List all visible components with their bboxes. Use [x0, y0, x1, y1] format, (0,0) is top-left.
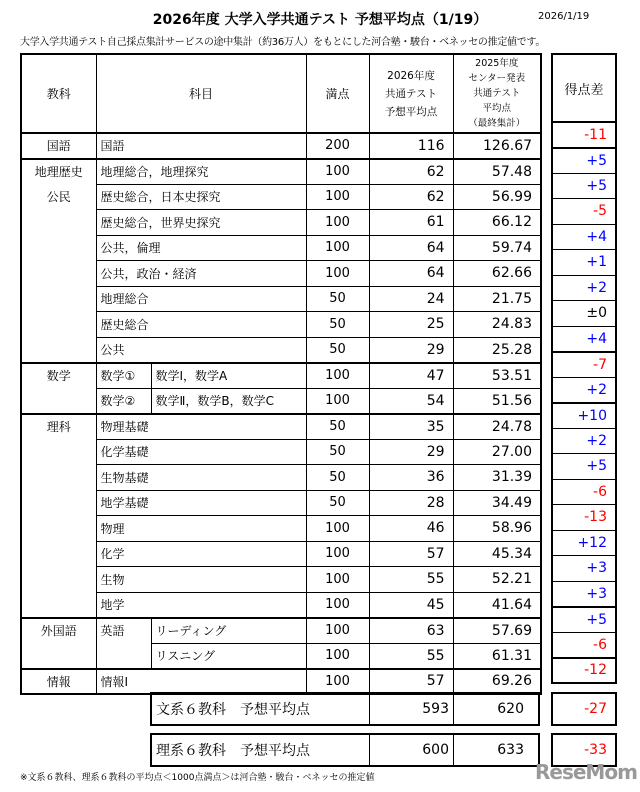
- subtitle: 大学入学共通テスト自己採点集計サービスの途中集計（約36万人）をもとにした河合塾・駿台・ベネッセの推定値です。: [20, 37, 546, 48]
- predicted-average-cell: 116: [369, 133, 453, 159]
- diff-row: [552, 148, 616, 174]
- predicted-average-cell: 55: [369, 567, 453, 593]
- header-max: 満点: [306, 54, 369, 133]
- predicted-average-cell: 47: [369, 363, 453, 389]
- header-diff: 得点差: [552, 54, 616, 122]
- header-pred: 2026年度 共通テスト 予想平均点: [369, 54, 453, 133]
- max-score-cell: 50: [306, 337, 369, 363]
- diff-row: [552, 122, 616, 148]
- table-row: [21, 133, 541, 159]
- subject-cell: 地理総合: [96, 286, 306, 312]
- total-row-humanities: [150, 692, 540, 726]
- diff-row: [552, 377, 616, 403]
- header-subject-group: 教科: [21, 54, 96, 133]
- sub-subject-cell: リスニング: [151, 643, 306, 669]
- score-diff-cell: -7: [552, 352, 616, 378]
- total-prev: 633: [497, 742, 524, 758]
- subject-group-cell: [21, 567, 96, 593]
- subject-cell: 英語: [96, 618, 151, 644]
- total-pred: 600: [370, 735, 454, 765]
- table-row: [21, 516, 541, 542]
- diff-row: [552, 199, 616, 225]
- table-row: [21, 490, 541, 516]
- subject-cell: 国語: [96, 133, 306, 159]
- diff-row: [552, 530, 616, 556]
- predicted-average-cell: 62: [369, 159, 453, 185]
- table-row: [21, 184, 541, 210]
- predicted-average-cell: 64: [369, 235, 453, 261]
- previous-average-cell: 61.31: [453, 643, 541, 669]
- previous-average-cell: 126.67: [453, 133, 541, 159]
- previous-average-cell: 21.75: [453, 286, 541, 312]
- subject-cell: 化学: [96, 541, 306, 567]
- footnote: ※文系６教科、理系６教科の平均点＜1000点満点＞は河合塾・駿台・ベネッセの推定値: [20, 773, 375, 783]
- previous-average-cell: 59.74: [453, 235, 541, 261]
- previous-average-cell: 24.78: [453, 414, 541, 440]
- table-row: [21, 312, 541, 338]
- score-diff-cell: +4: [552, 224, 616, 250]
- predicted-average-cell: 63: [369, 618, 453, 644]
- subject-group-cell: [21, 286, 96, 312]
- subject-cell: 生物: [96, 567, 306, 593]
- max-score-cell: 50: [306, 490, 369, 516]
- predicted-average-cell: 61: [369, 210, 453, 236]
- subject-cell: 情報Ⅰ: [96, 669, 306, 695]
- predicted-average-cell: 29: [369, 337, 453, 363]
- diff-row: [552, 301, 616, 327]
- predicted-average-cell: 24: [369, 286, 453, 312]
- predicted-average-cell: 35: [369, 414, 453, 440]
- subject-group-cell: [21, 516, 96, 542]
- subject-cell: [96, 643, 151, 669]
- diff-row: [552, 607, 616, 633]
- score-diff-cell: -6: [552, 479, 616, 505]
- max-score-cell: 100: [306, 159, 369, 185]
- subject-cell: 公共，政治・経済: [96, 261, 306, 287]
- score-diff-cell: +10: [552, 403, 616, 429]
- predicted-average-cell: 25: [369, 312, 453, 338]
- subject-cell: 歴史総合，日本史探究: [96, 184, 306, 210]
- table-row: [21, 414, 541, 440]
- previous-average-cell: 41.64: [453, 592, 541, 618]
- diff-row: [552, 479, 616, 505]
- total-row-sciences: [150, 733, 540, 767]
- previous-average-cell: 66.12: [453, 210, 541, 236]
- max-score-cell: 100: [306, 516, 369, 542]
- subject-group-cell: [21, 388, 96, 414]
- max-score-cell: 50: [306, 414, 369, 440]
- diff-table: [551, 53, 617, 684]
- subject-cell: 生物基礎: [96, 465, 306, 491]
- max-score-cell: 50: [306, 312, 369, 338]
- predicted-average-cell: 57: [369, 541, 453, 567]
- previous-average-cell: 57.69: [453, 618, 541, 644]
- table-row: [21, 439, 541, 465]
- previous-average-cell: 57.48: [453, 159, 541, 185]
- score-diff-cell: +5: [552, 454, 616, 480]
- score-diff-cell: +2: [552, 377, 616, 403]
- diff-row: [552, 275, 616, 301]
- table-row: [21, 618, 541, 644]
- subject-group-cell: [21, 235, 96, 261]
- score-diff-cell: +12: [552, 530, 616, 556]
- table-row: [21, 159, 541, 185]
- previous-average-cell: 25.28: [453, 337, 541, 363]
- max-score-cell: 50: [306, 465, 369, 491]
- max-score-cell: 200: [306, 133, 369, 159]
- resemom-logo: ReseMom: [535, 760, 637, 784]
- header-subject: 科目: [96, 54, 306, 133]
- max-score-cell: 100: [306, 669, 369, 695]
- date: 2026/1/19: [538, 11, 590, 22]
- table-row: [21, 388, 541, 414]
- table-row: [21, 286, 541, 312]
- score-diff-cell: +5: [552, 173, 616, 199]
- subject-group-cell: 外国語: [21, 618, 96, 644]
- diff-row: [552, 326, 616, 352]
- predicted-average-cell: 54: [369, 388, 453, 414]
- max-score-cell: 100: [306, 592, 369, 618]
- previous-average-cell: 51.56: [453, 388, 541, 414]
- table-row: [21, 669, 541, 695]
- score-diff-cell: +3: [552, 581, 616, 607]
- subject-cell: 物理基礎: [96, 414, 306, 440]
- diff-row: [552, 505, 616, 531]
- total-label: 理系６教科 予想平均点: [152, 735, 370, 765]
- subject-cell: 化学基礎: [96, 439, 306, 465]
- max-score-cell: 100: [306, 388, 369, 414]
- table-row: [21, 592, 541, 618]
- score-diff-cell: +2: [552, 275, 616, 301]
- max-score-cell: 100: [306, 541, 369, 567]
- sub-subject-cell: 数学Ⅱ，数学B，数学C: [151, 388, 306, 414]
- previous-average-cell: 58.96: [453, 516, 541, 542]
- subject-cell: 歴史総合，世界史探究: [96, 210, 306, 236]
- subject-group-cell: [21, 541, 96, 567]
- header-prev: 2025年度 センター発表 共通テスト 平均点 （最終集計）: [453, 54, 541, 133]
- diff-row: [552, 632, 616, 658]
- total-diff-humanities: [551, 692, 617, 726]
- subject-cell: 物理: [96, 516, 306, 542]
- max-score-cell: 100: [306, 567, 369, 593]
- predicted-average-cell: 55: [369, 643, 453, 669]
- previous-average-cell: 27.00: [453, 439, 541, 465]
- subject-cell: 数学①: [96, 363, 151, 389]
- table-row: [21, 541, 541, 567]
- subject-group-cell: 理科: [21, 414, 96, 440]
- table-row: [21, 210, 541, 236]
- subject-group-cell: [21, 465, 96, 491]
- score-diff-cell: +5: [552, 148, 616, 174]
- subject-cell: 地学基礎: [96, 490, 306, 516]
- diff-row: [552, 224, 616, 250]
- diff-row: [552, 250, 616, 276]
- subject-group-cell: 情報: [21, 669, 96, 695]
- score-diff-cell: -13: [552, 505, 616, 531]
- diff-row: [552, 428, 616, 454]
- subject-group-cell: [21, 210, 96, 236]
- score-diff-cell: ±0: [552, 301, 616, 327]
- table-row: [21, 235, 541, 261]
- subject-group-cell: [21, 261, 96, 287]
- subject-cell: 地理総合，地理探究: [96, 159, 306, 185]
- predicted-average-cell: 62: [369, 184, 453, 210]
- subject-group-cell: [21, 312, 96, 338]
- max-score-cell: 100: [306, 618, 369, 644]
- subject-cell: 歴史総合: [96, 312, 306, 338]
- diff-row: [552, 658, 616, 684]
- subject-cell: 公共，倫理: [96, 235, 306, 261]
- table-row: [21, 261, 541, 287]
- subject-cell: 数学②: [96, 388, 151, 414]
- subject-group-cell: [21, 490, 96, 516]
- predicted-average-cell: 64: [369, 261, 453, 287]
- max-score-cell: 100: [306, 184, 369, 210]
- score-diff-cell: +3: [552, 556, 616, 582]
- max-score-cell: 100: [306, 643, 369, 669]
- previous-average-cell: 62.66: [453, 261, 541, 287]
- subject-cell: 公共: [96, 337, 306, 363]
- max-score-cell: 100: [306, 261, 369, 287]
- diff-row: [552, 173, 616, 199]
- predicted-average-cell: 57: [369, 669, 453, 695]
- score-diff-cell: -11: [552, 122, 616, 148]
- max-score-cell: 100: [306, 235, 369, 261]
- subject-group-cell: [21, 592, 96, 618]
- subject-group-cell: 数学: [21, 363, 96, 389]
- table-row: [21, 567, 541, 593]
- total-label: 文系６教科 予想平均点: [152, 694, 370, 724]
- subject-cell: 地学: [96, 592, 306, 618]
- score-diff-cell: -5: [552, 199, 616, 225]
- total-pred: 593: [370, 694, 454, 724]
- predicted-average-cell: 46: [369, 516, 453, 542]
- table-row: [21, 363, 541, 389]
- previous-average-cell: 24.83: [453, 312, 541, 338]
- table-row: [21, 643, 541, 669]
- table-row: [21, 337, 541, 363]
- max-score-cell: 100: [306, 210, 369, 236]
- previous-average-cell: 53.51: [453, 363, 541, 389]
- max-score-cell: 100: [306, 363, 369, 389]
- max-score-cell: 50: [306, 286, 369, 312]
- diff-row: [552, 454, 616, 480]
- subject-group-cell: [21, 337, 96, 363]
- total-diff: -33: [584, 742, 607, 758]
- score-diff-cell: +4: [552, 326, 616, 352]
- previous-average-cell: 56.99: [453, 184, 541, 210]
- subject-group-cell: 地理歴史: [21, 159, 96, 185]
- diff-row: [552, 556, 616, 582]
- diff-row: [552, 581, 616, 607]
- previous-average-cell: 31.39: [453, 465, 541, 491]
- previous-average-cell: 34.49: [453, 490, 541, 516]
- table-row: [21, 465, 541, 491]
- predicted-average-cell: 29: [369, 439, 453, 465]
- diff-row: [552, 352, 616, 378]
- score-diff-cell: +5: [552, 607, 616, 633]
- subject-group-cell: [21, 439, 96, 465]
- previous-average-cell: 45.34: [453, 541, 541, 567]
- sub-subject-cell: リーディング: [151, 618, 306, 644]
- page-title: 2026年度 大学入学共通テスト 予想平均点（1/19）: [152, 12, 488, 28]
- score-diff-cell: +2: [552, 428, 616, 454]
- subject-group-cell: 国語: [21, 133, 96, 159]
- total-diff: -27: [584, 701, 607, 717]
- previous-average-cell: 52.21: [453, 567, 541, 593]
- total-prev: 620: [497, 701, 524, 717]
- score-diff-cell: +1: [552, 250, 616, 276]
- score-diff-cell: -6: [552, 632, 616, 658]
- subject-group-cell: 公民: [21, 184, 96, 210]
- predicted-average-cell: 28: [369, 490, 453, 516]
- sub-subject-cell: 数学Ⅰ，数学A: [151, 363, 306, 389]
- subject-group-cell: [21, 643, 96, 669]
- score-table: [20, 53, 542, 695]
- score-diff-cell: -12: [552, 658, 616, 684]
- diff-row: [552, 403, 616, 429]
- previous-average-cell: 69.26: [453, 669, 541, 695]
- max-score-cell: 50: [306, 439, 369, 465]
- predicted-average-cell: 45: [369, 592, 453, 618]
- predicted-average-cell: 36: [369, 465, 453, 491]
